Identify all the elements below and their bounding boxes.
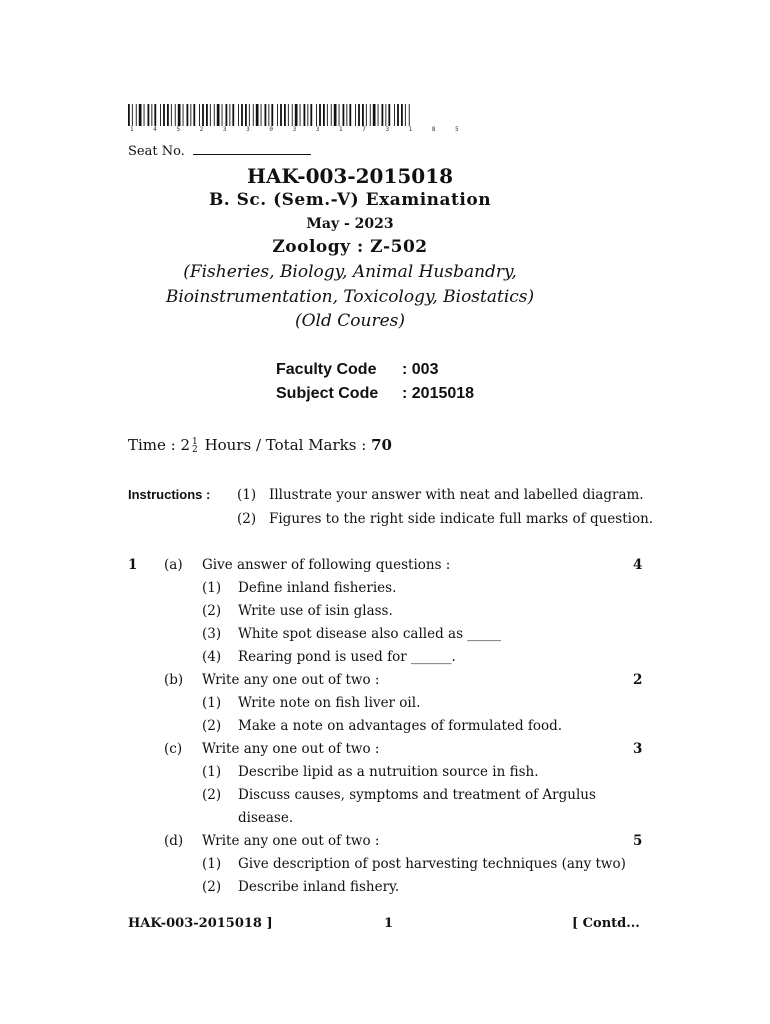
- instruction-text: Figures to the right side indicate full marks of question.: [269, 511, 654, 527]
- sub-number: (1): [202, 856, 222, 872]
- subject-code-row: [276, 382, 474, 406]
- part-marks: 3: [633, 741, 643, 757]
- part-label: (b): [164, 672, 184, 688]
- codes-block: [276, 358, 474, 406]
- sub-number: (3): [202, 626, 222, 642]
- instruction-item: [237, 487, 644, 503]
- sub-text: Describe lipid as a nutruition source in fish.: [238, 764, 539, 780]
- sub-text: Discuss causes, symptoms and treatment of Argulus: [238, 787, 596, 803]
- seat-number-field: [128, 144, 311, 159]
- part-marks: 2: [633, 672, 643, 688]
- subject-title: Zoology : Z-502: [272, 237, 428, 257]
- part-label: (c): [164, 741, 183, 757]
- barcode: [128, 104, 410, 126]
- sub-text: Write use of isin glass.: [238, 603, 393, 619]
- part-text: Write any one out of two :: [202, 672, 380, 688]
- exam-month: May - 2023: [306, 216, 394, 232]
- time-suffix: Hours / Total Marks :: [204, 436, 367, 454]
- sub-text: Define inland fisheries.: [238, 580, 397, 596]
- course-note: (Old Coures): [294, 311, 406, 331]
- question-number: 1: [128, 557, 138, 573]
- subject-code-value: : 2015018: [402, 385, 475, 402]
- footer-page-number: 1: [384, 916, 394, 931]
- instruction-item: [237, 511, 653, 527]
- part-text: Give answer of following questions :: [202, 557, 451, 573]
- sub-number: (1): [202, 695, 222, 711]
- part-marks: 5: [633, 833, 643, 849]
- sub-text: Describe inland fishery.: [238, 879, 400, 895]
- seat-number-blank: [193, 144, 311, 155]
- part-text: Write any one out of two :: [202, 741, 380, 757]
- time-fraction: [192, 438, 198, 454]
- part-label: (d): [164, 833, 184, 849]
- sub-number: (1): [202, 764, 222, 780]
- seat-number-label: Seat No.: [128, 144, 185, 159]
- subject-code-label: Subject Code: [276, 385, 379, 402]
- instructions-label: Instructions :: [128, 487, 211, 502]
- sub-text: Rearing pond is used for ______.: [238, 649, 456, 665]
- faculty-code-row: [276, 358, 474, 382]
- instruction-text: Illustrate your answer with neat and labelled diagram.: [269, 487, 644, 503]
- sub-text-continued: disease.: [238, 810, 294, 826]
- topics-line-1: (Fisheries, Biology, Animal Husbandry,: [183, 262, 517, 282]
- sub-text: White spot disease also called as _____: [238, 626, 502, 642]
- sub-text: Make a note on advantages of formulated food.: [238, 718, 563, 734]
- time-marks-line: [128, 436, 392, 454]
- topics-line-2: Bioinstrumentation, Toxicology, Biostatics): [165, 287, 535, 307]
- sub-number: (2): [202, 603, 222, 619]
- footer-continued: [ Contd...: [572, 916, 640, 931]
- sub-number: (2): [202, 787, 222, 803]
- faculty-code-label: Faculty Code: [276, 361, 377, 378]
- instruction-number: (2): [237, 511, 257, 527]
- part-marks: 4: [633, 557, 643, 573]
- sub-number: (1): [202, 580, 222, 596]
- sub-number: (4): [202, 649, 222, 665]
- instruction-number: (1): [237, 487, 257, 503]
- sub-number: (2): [202, 879, 222, 895]
- footer-paper-code: HAK-003-2015018 ]: [128, 916, 273, 931]
- sub-number: (2): [202, 718, 222, 734]
- part-text: Write any one out of two :: [202, 833, 380, 849]
- fraction-numerator: 1: [192, 437, 198, 447]
- paper-code-title: HAK-003-2015018: [246, 164, 454, 188]
- total-marks-value: 70: [371, 436, 392, 454]
- sub-text: Give description of post harvesting techniques (any two): [238, 856, 626, 872]
- time-prefix: Time : 2: [128, 436, 191, 454]
- barcode-digits: 1 4 5 2 3 3 0 3 3 1 7 3 1 8 5: [130, 126, 467, 133]
- sub-text: Write note on fish liver oil.: [238, 695, 421, 711]
- fraction-denominator: 2: [192, 445, 198, 455]
- part-label: (a): [164, 557, 183, 573]
- exam-title: B. Sc. (Sem.-V) Examination: [208, 190, 492, 210]
- faculty-code-value: : 003: [402, 361, 439, 378]
